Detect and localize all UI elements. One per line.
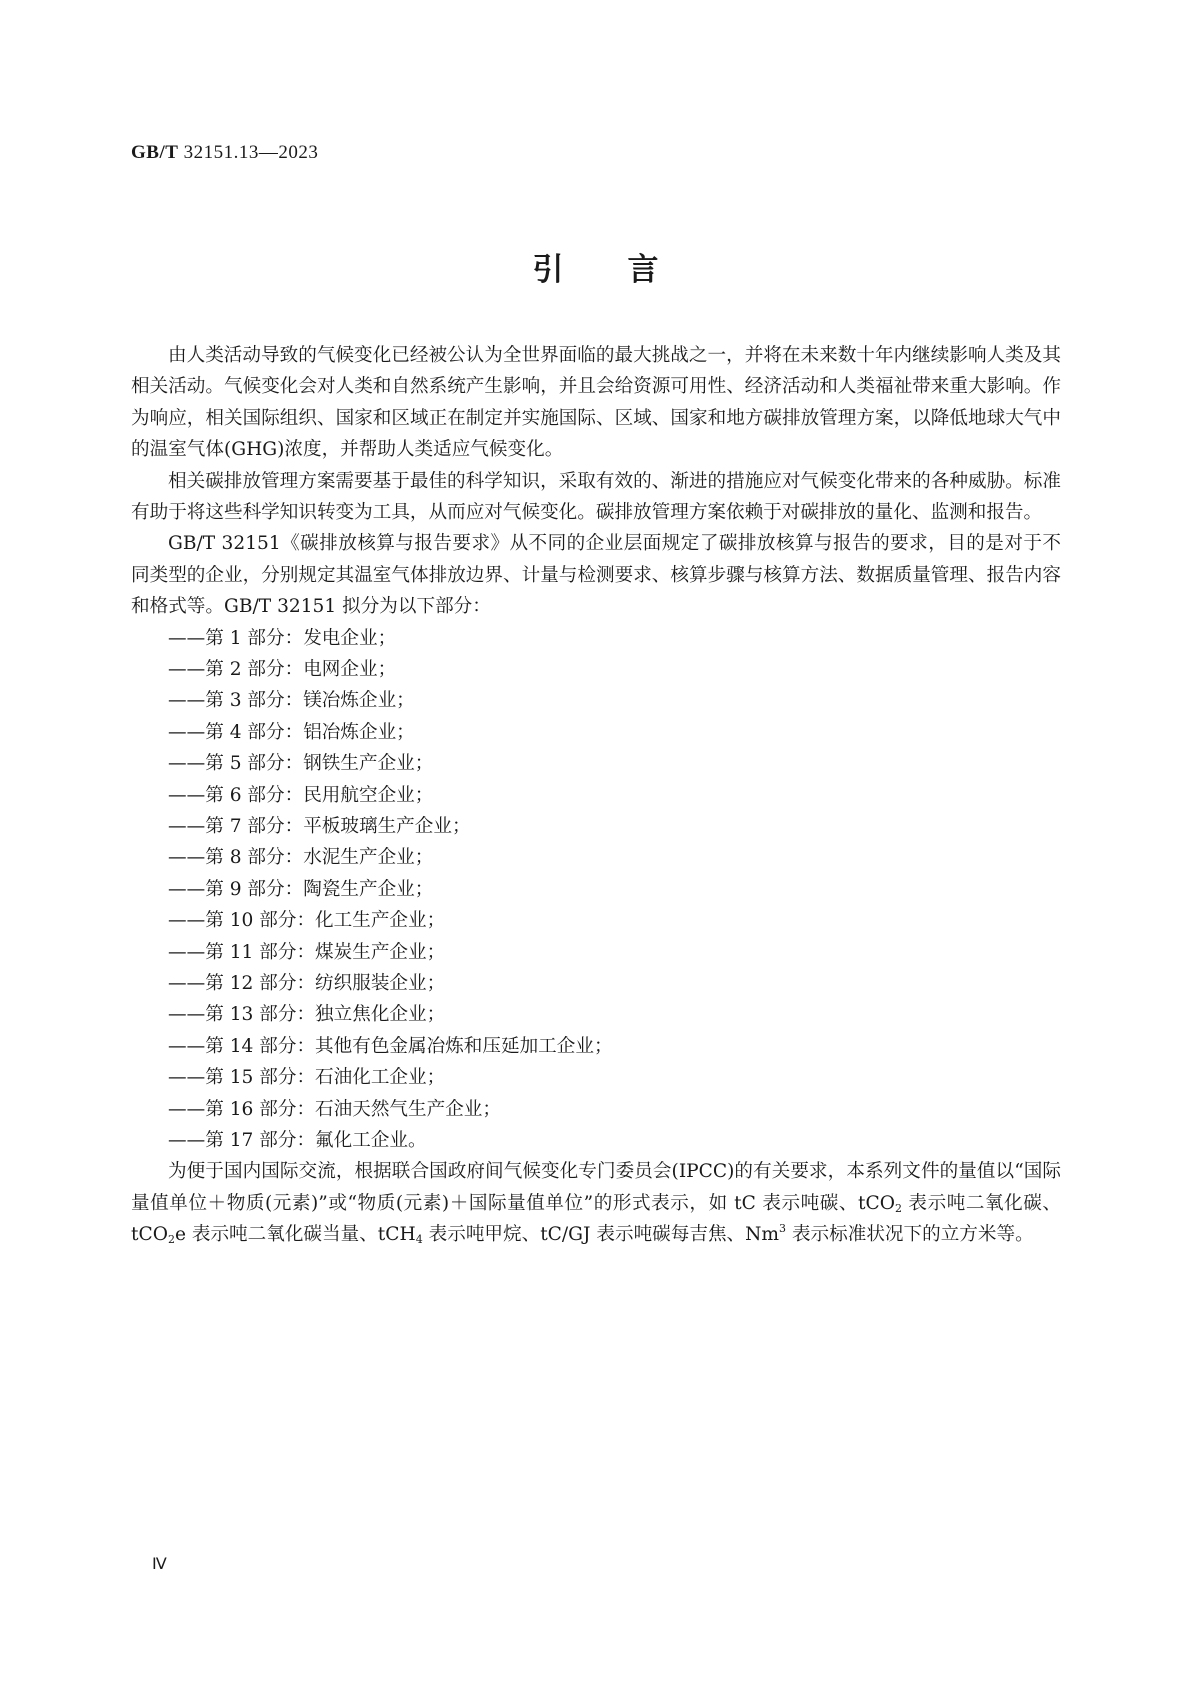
- list-item: ——第 8 部分：水泥生产企业；: [168, 847, 434, 869]
- list-item: ——第 5 部分：钢铁生产企业；: [168, 753, 434, 775]
- page-title: 引言: [532, 252, 723, 288]
- units-sub-3: 4: [415, 1233, 423, 1247]
- units-sub-1: 2: [894, 1201, 902, 1215]
- units-text-3: e 表示吨二氧化碳当量、tCH: [174, 1224, 416, 1246]
- list-item: ——第 7 部分：平板玻璃生产企业；: [168, 816, 471, 837]
- intro-paragraph-2: 相关碳排放管理方案需要基于最佳的科学知识，采取有效的、渐进的措施应对气候变化带来的各种威胁。标准有助于将这些科学知识转变为工具，从而应对气候变化。碳排放管理方案依赖于对碳排放的量化、监测和报告。: [131, 470, 1061, 524]
- list-item: ——第 13 部分：独立焦化企业；: [168, 1004, 446, 1026]
- list-item: ——第 11 部分：煤炭生产企业；: [168, 941, 446, 963]
- list-item: ——第 3 部分：镁冶炼企业；: [168, 690, 415, 712]
- list-item: ——第 10 部分：化工生产企业；: [168, 910, 446, 932]
- list-item: ——第 15 部分：石油化工企业；: [168, 1067, 446, 1089]
- intro-paragraph-1: 由人类活动导致的气候变化已经被公认为全世界面临的最大挑战之一，并将在未来数十年内继续影响人类及其相关活动。气候变化会对人类和自然系统产生影响，并且会给资源可用性、经济活动和人类福祉带来重大影响。作为响应，相关国际组织、国家和区域正在制定并实施国际、区域、国家和地方碳排放管理方案，以降低地球大气中的温室气体(GHG)浓度，并帮助人类适应气候变化。: [131, 345, 1061, 461]
- list-item: ——第 2 部分：电网企业；: [168, 659, 397, 681]
- document-body: [131, 340, 1061, 1251]
- list-item: ——第 6 部分：民用航空企业；: [168, 784, 434, 806]
- list-item: ——第 1 部分：发电企业；: [168, 627, 397, 649]
- list-item: ——第 16 部分：石油天然气生产企业；: [168, 1098, 501, 1120]
- page-number: Ⅳ: [152, 1556, 167, 1573]
- parts-list: [131, 623, 1061, 1157]
- standard-id: [131, 142, 318, 164]
- units-text-2: 表示吨二氧化碳、tCO: [131, 1192, 1061, 1246]
- intro-paragraph-3: GB/T 32151《碳排放核算与报告要求》从不同的企业层面规定了碳排放核算与报告的要求，目的是对于不同类型的企业，分别规定其温室气体排放边界、计量与检测要求、核算步骤与核算方法、数据质量管理、报告内容和格式等。GB/T 32151 拟分为以下部分：: [131, 533, 1061, 618]
- list-item: ——第 17 部分：氟化工企业。: [168, 1129, 427, 1151]
- list-item: ——第 14 部分：其他有色金属冶炼和压延加工企业；: [168, 1035, 613, 1057]
- standard-number: 32151.13—2023: [183, 142, 319, 163]
- units-text-5: 表示标准状况下的立方米等。: [786, 1224, 1034, 1246]
- units-sup-1: 3: [779, 1222, 787, 1236]
- intro-paragraph-units: [131, 1156, 1061, 1250]
- units-sub-2: 2: [167, 1233, 175, 1247]
- units-text-4: 表示吨甲烷、tC/GJ 表示吨碳每吉焦、Nm: [422, 1224, 780, 1246]
- units-text-1: 为便于国内国际交流，根据联合国政府间气候变化专门委员会(IPCC)的有关要求，本系列文件的量值以“国际量值单位＋物质(元素)”或“物质(元素)＋国际量值单位”的形式表示，如 tC 表示吨碳、tCO: [131, 1161, 1061, 1214]
- standard-prefix: GB/T: [131, 142, 179, 163]
- list-item: ——第 12 部分：纺织服装企业；: [168, 972, 446, 994]
- list-item: ——第 9 部分：陶瓷生产企业；: [168, 878, 434, 900]
- list-item: ——第 4 部分：铝冶炼企业；: [168, 721, 415, 743]
